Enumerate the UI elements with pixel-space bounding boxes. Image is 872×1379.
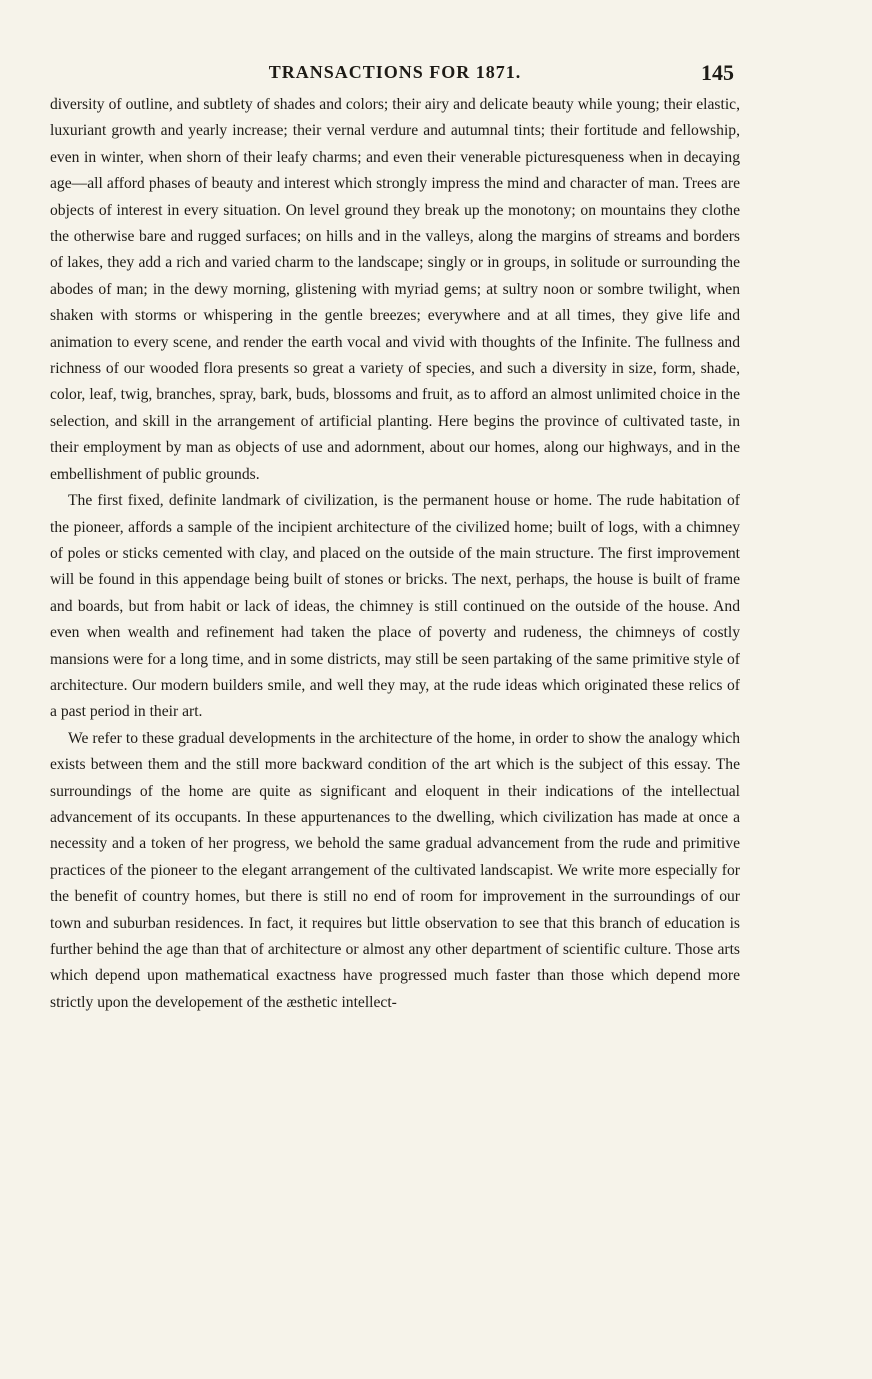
running-title: TRANSACTIONS FOR 1871.: [268, 62, 522, 82]
page-number: 145: [701, 60, 734, 85]
running-head: [50, 62, 740, 92]
paragraph-continued: diversity of outline, and subtlety of shades and colors; their airy and delicate beauty while young; their elastic, luxuriant growth and yearly increase; their vernal verdure and autumnal tints; their fortitude and fellowship, even in winter, when shorn of their leafy charms; and even their venerable picturesqueness when in decaying age—all afford phases of beauty and interest which strongly impress the mind and character of man. Trees are objects of interest in every situation. On level ground they break up the monotony; on mountains they clothe the otherwise bare and rugged surfaces; on hills and in the valleys, along the margins of streams and borders of lakes, they add a rich and varied charm to the landscape; singly or in groups, in solitude or surrounding the abodes of man; in the dewy morning, glistening with myriad gems; at sultry noon or sombre twilight, when shaken with storms or whispering in the gentle breezes; everywhere and at all times, they give life and animation to every scene, and render the earth vocal and vivid with thoughts of the Infinite. The fullness and richness of our wooded flora presents so great a variety of species, and such a diversity in size, form, shade, color, leaf, twig, branches, spray, bark, buds, blossoms and fruit, as to afford an almost unlimited choice in the selection, and skill in the arrangement of artificial planting. Here begins the province of cultivated taste, in their employment by man as objects of use and adornment, about our homes, along our highways, and in the embellishment of public grounds.: [50, 96, 740, 483]
paragraph-gradual-developments: We refer to these gradual developments in the architecture of the home, in order to show the analogy which exists between them and the still more backward condition of the art which is the subject of this essay. The surroundings of the home are quite as significant and eloquent in their indications of the intellectual advancement of its occupants. In these appurtenances to the dwelling, which civilization has made at once a necessity and a token of her progress, we behold the same gradual advancement from the rude and primitive practices of the pioneer to the elegant arrangement of the cultivated landscapist. We write more especially for the benefit of country homes, but there is still no end of room for improvement in the surroundings of our town and suburban residences. In fact, it requires but little observation to see that this branch of education is further behind the age than that of architecture or almost any other department of scientific culture. Those arts which depend upon mathematical exactness have progressed much faster than those which depend more strictly upon the developement of the æsthetic intellect-: [50, 729, 740, 1011]
body-text: [50, 92, 740, 1016]
paragraph-landmark-of-civilization: The first fixed, definite landmark of civilization, is the permanent house or home. The rude habitation of the pioneer, affords a sample of the incipient architecture of the civilized home; built of logs, with a chimney of poles or sticks cemented with clay, and placed on the outside of the main structure. The first improvement will be found in this appendage being built of stones or bricks. The next, perhaps, the house is built of frame and boards, but from habit or lack of ideas, the chimney is still continued on the outside of the house. And even when wealth and refinement had taken the place of poverty and rudeness, the chimneys of costly mansions were for a long time, and in some districts, may still be seen partaking of the same primitive style of architecture. Our modern builders smile, and well they may, at the rude ideas which originated these relics of a past period in their art.: [50, 492, 740, 721]
book-page: [50, 62, 740, 1016]
